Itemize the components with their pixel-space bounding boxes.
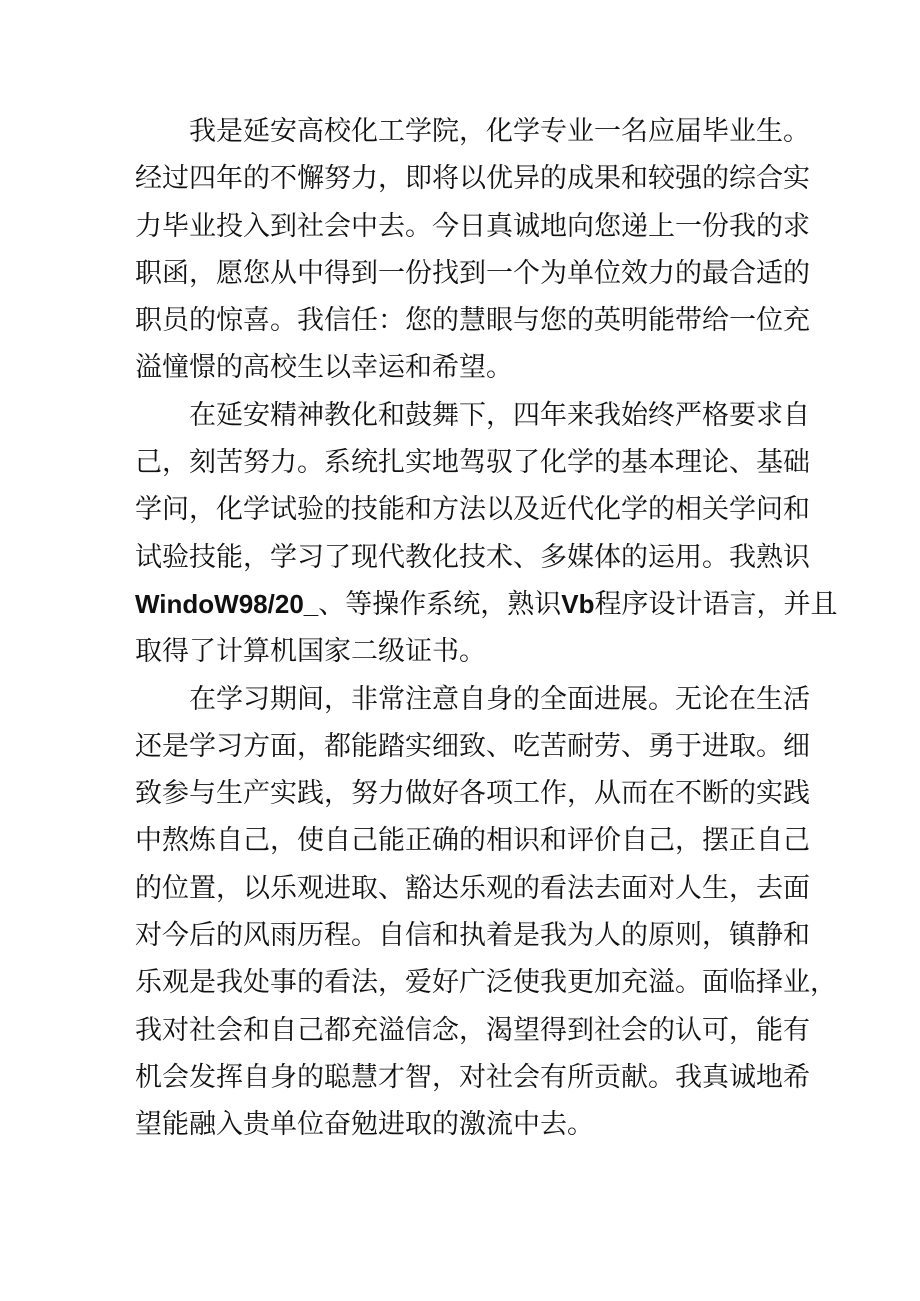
text-line: 职函，愿您从中得到一份找到一个为单位效力的最合适的 (135, 257, 810, 289)
text-line: 职员的惊喜。我信任：您的慧眼与您的英明能带给一位充 (135, 305, 810, 337)
text-line: 溢憧憬的高校生以幸运和希望。 (135, 352, 513, 384)
text-segment: 程序设计语言，并且 (594, 588, 838, 620)
text-line: 中熬炼自己，使自己能正确的相识和评价自己，摆正自己 (135, 825, 810, 857)
document-page (135, 108, 838, 1149)
text-line: 还是学习方面，都能踏实细致、吃苦耐劳、勇于进取。细 (135, 730, 810, 762)
text-line: 望能融入贵单位奋勉进取的激流中去。 (135, 1109, 594, 1141)
text-line: 经过四年的不懈努力，即将以优异的成果和较强的综合实 (135, 163, 810, 195)
text-line-software (135, 581, 838, 628)
paragraph-education-skills (135, 392, 838, 676)
text-line: 力毕业投入到社会中去。今日真诚地向您递上一份我的求 (135, 210, 810, 242)
text-line: 的位置，以乐观进取、豁达乐观的看法去面对人生，去面 (135, 872, 810, 904)
text-segment: 、等操作系统，熟识 (318, 588, 562, 620)
text-line: 试验技能，学习了现代教化技术、多媒体的运用。我熟识 (135, 541, 810, 573)
paragraph-personal-development (135, 676, 837, 1149)
text-line: 取得了计算机国家二级证书。 (135, 636, 486, 668)
text-line: 机会发挥自身的聪慧才智，对社会有所贡献。我真诚地希 (135, 1061, 810, 1093)
language-name: Vb (561, 588, 595, 619)
text-line: 我是延安高校化工学院，化学专业一名应届毕业生。 (189, 116, 810, 147)
text-line: 对今后的风雨历程。自信和执着是我为人的原则，镇静和 (135, 920, 810, 952)
os-name: WindoW98/20_ (135, 588, 319, 619)
text-line: 乐观是我处事的看法，爱好广泛使我更加充溢。面临择业， (135, 967, 837, 999)
text-line: 在延安精神教化和鼓舞下，四年来我始终严格要求自 (189, 399, 810, 431)
text-line: 在学习期间，非常注意自身的全面进展。无论在生活 (189, 683, 810, 715)
text-line: 学问，化学试验的技能和方法以及近代化学的相关学问和 (135, 494, 810, 526)
text-line: 我对社会和自己都充溢信念，渴望得到社会的认可，能有 (135, 1014, 810, 1046)
text-line: 己，刻苦努力。系统扎实地驾驭了化学的基本理论、基础 (135, 447, 810, 479)
paragraph-introduction (135, 108, 810, 392)
text-line: 致参与生产实践，努力做好各项工作，从而在不断的实践 (135, 778, 810, 810)
